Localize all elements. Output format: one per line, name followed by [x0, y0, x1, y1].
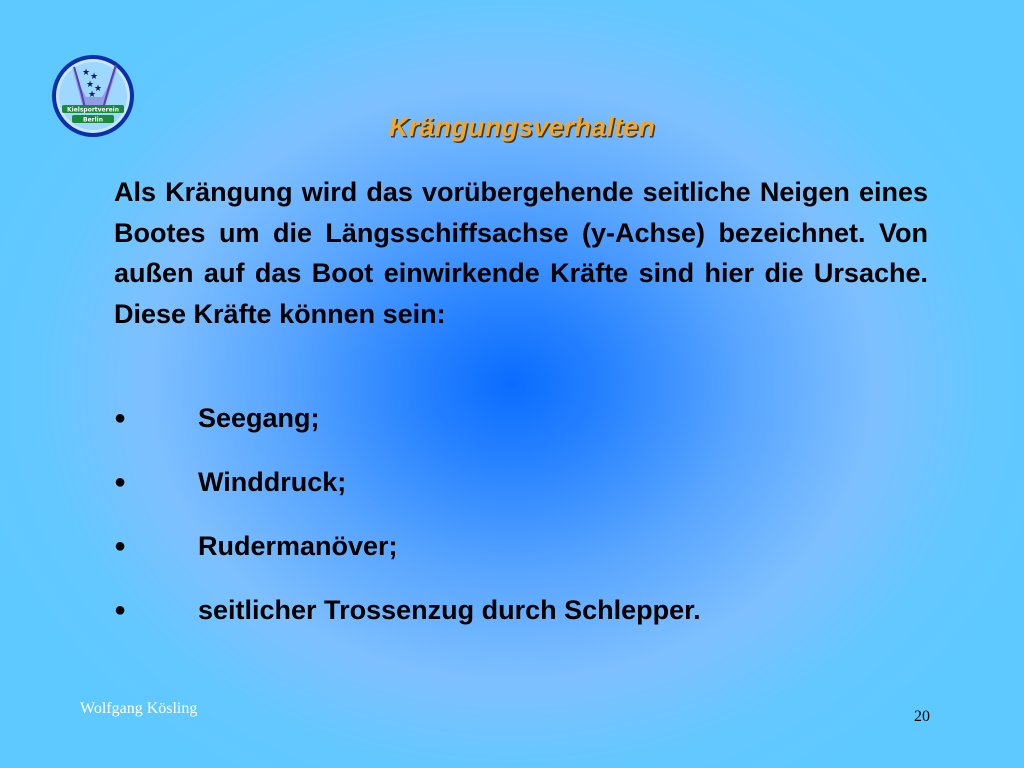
svg-text:★: ★	[82, 68, 91, 78]
bullet-text: Winddruck;	[198, 467, 347, 497]
logo-text-top: Kielsportverein	[67, 106, 119, 114]
footer-author: Wolfgang Kösling	[80, 700, 198, 717]
svg-text:★: ★	[88, 90, 97, 100]
bullet-icon: ●	[114, 599, 127, 621]
body-paragraph: Als Krängung wird das vorübergehende seitliche Neigen eines Bootes um die Längsschiffsachse (y-Achse) bezeichnet. Von außen auf das Boot einwirkende Kräfte sind hier die Ursache. Diese Kräfte können sein:	[114, 177, 928, 329]
bullet-icon: ●	[114, 407, 127, 429]
page-number: 20	[914, 708, 930, 725]
svg-text:★: ★	[94, 84, 103, 94]
svg-text:★: ★	[86, 80, 95, 90]
bullet-text: seitlicher Trossenzug durch Schlepper.	[198, 595, 701, 625]
svg-text:★: ★	[90, 72, 99, 82]
slide-title: Krängungsverhalten	[388, 112, 656, 142]
bullet-icon: ●	[114, 471, 127, 493]
bullet-text: Seegang;	[198, 403, 320, 433]
bullet-icon: ●	[114, 535, 127, 557]
bullet-text: Rudermanöver;	[198, 531, 398, 561]
logo-text-bottom: Berlin	[83, 116, 103, 124]
